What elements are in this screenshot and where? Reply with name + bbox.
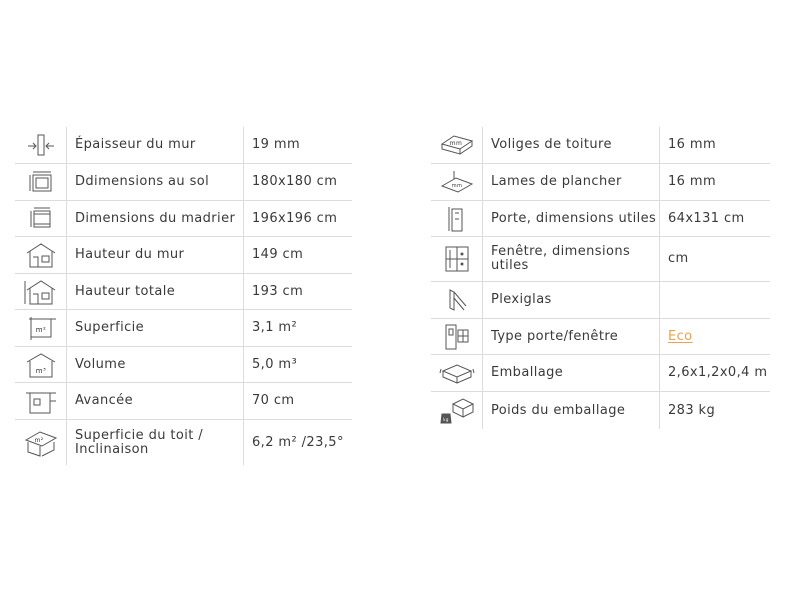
spec-label: Hauteur du mur [67,237,244,273]
spec-row [15,347,352,383]
packaging-icon [439,359,475,387]
spec-label: Superficie du toit / Inclinaison [67,420,244,465]
spec-row [15,420,352,465]
spec-label: Volume [67,347,244,382]
spec-label: Lames de plancher [483,164,660,200]
package-weight-icon [439,396,475,426]
spec-label: Plexiglas [483,282,660,318]
door-window-type-icon [442,322,472,352]
spec-value: 2,6x1,2x0,4 m [668,365,768,380]
spec-row [431,127,770,164]
spec-label: Dimensions du madrier [67,201,244,236]
spec-value: 196x196 cm [252,210,338,226]
spec-row [15,127,352,164]
svg-text:mm: mm [449,140,462,147]
spec-row [431,282,770,319]
overhang-icon [24,387,58,415]
spec-label: Type porte/fenêtre [483,319,660,354]
spec-value: cm [668,251,689,266]
spec-label: Épaisseur du mur [67,127,244,163]
spec-value [660,282,668,318]
roof-area-icon [24,428,58,458]
spec-value: 16 mm [668,137,717,152]
svg-text:m²: m² [35,326,46,334]
spec-row [15,164,352,201]
svg-text:kg: kg [442,416,449,422]
spec-row [15,237,352,274]
spec-label: Avancée [67,383,244,419]
door-icon [442,205,472,233]
floor-boards-icon [440,168,474,196]
spec-label: Voliges de toiture [483,127,660,163]
spec-label: Porte, dimensions utiles [483,201,660,236]
total-height-icon [24,278,58,306]
spec-row [15,274,352,310]
spec-value: 180x180 cm [252,174,338,189]
left-specs-table [15,127,352,465]
beam-dimensions-icon [26,206,56,232]
spec-value: 16 mm [668,174,717,189]
spec-label: Poids du emballage [483,392,660,429]
spec-label: Fenêtre, dimensions utiles [483,237,660,281]
spec-value: 193 cm [252,283,304,299]
window-icon [442,244,472,274]
floor-dimensions-icon [26,169,56,195]
spec-label: Superficie [67,310,244,346]
wall-thickness-icon [26,132,56,158]
spec-row [431,237,770,282]
volume-icon [24,351,58,379]
svg-text:m²: m² [33,436,44,444]
spec-row [15,310,352,347]
spec-label: Hauteur totale [67,274,244,309]
spec-label: Ddimensions au sol [67,164,244,200]
surface-area-icon [26,314,56,342]
roof-boards-icon [440,132,474,158]
spec-value: 64x131 cm [668,210,745,226]
spec-row [15,383,352,420]
svg-text:m³: m³ [35,366,46,375]
spec-row [431,319,770,355]
spec-value: 70 cm [252,393,295,408]
spec-value: 283 kg [668,402,716,418]
spec-value: 3,1 m² [252,320,298,335]
spec-row [431,392,770,429]
spec-row [431,355,770,392]
spec-label: Emballage [483,355,660,391]
spec-value: 149 cm [252,247,304,262]
plexiglass-icon [442,286,472,314]
right-specs-table [431,127,770,429]
spec-row [431,164,770,201]
wall-height-icon [24,241,58,269]
spec-row [15,201,352,237]
spec-value: 6,2 m² /23,5° [252,434,344,450]
spec-value: 5,0 m³ [252,356,298,372]
spec-value: 19 mm [252,137,301,152]
door-window-type-link[interactable]: Eco [668,328,693,344]
spec-row [431,201,770,237]
svg-text:mm: mm [451,183,462,189]
